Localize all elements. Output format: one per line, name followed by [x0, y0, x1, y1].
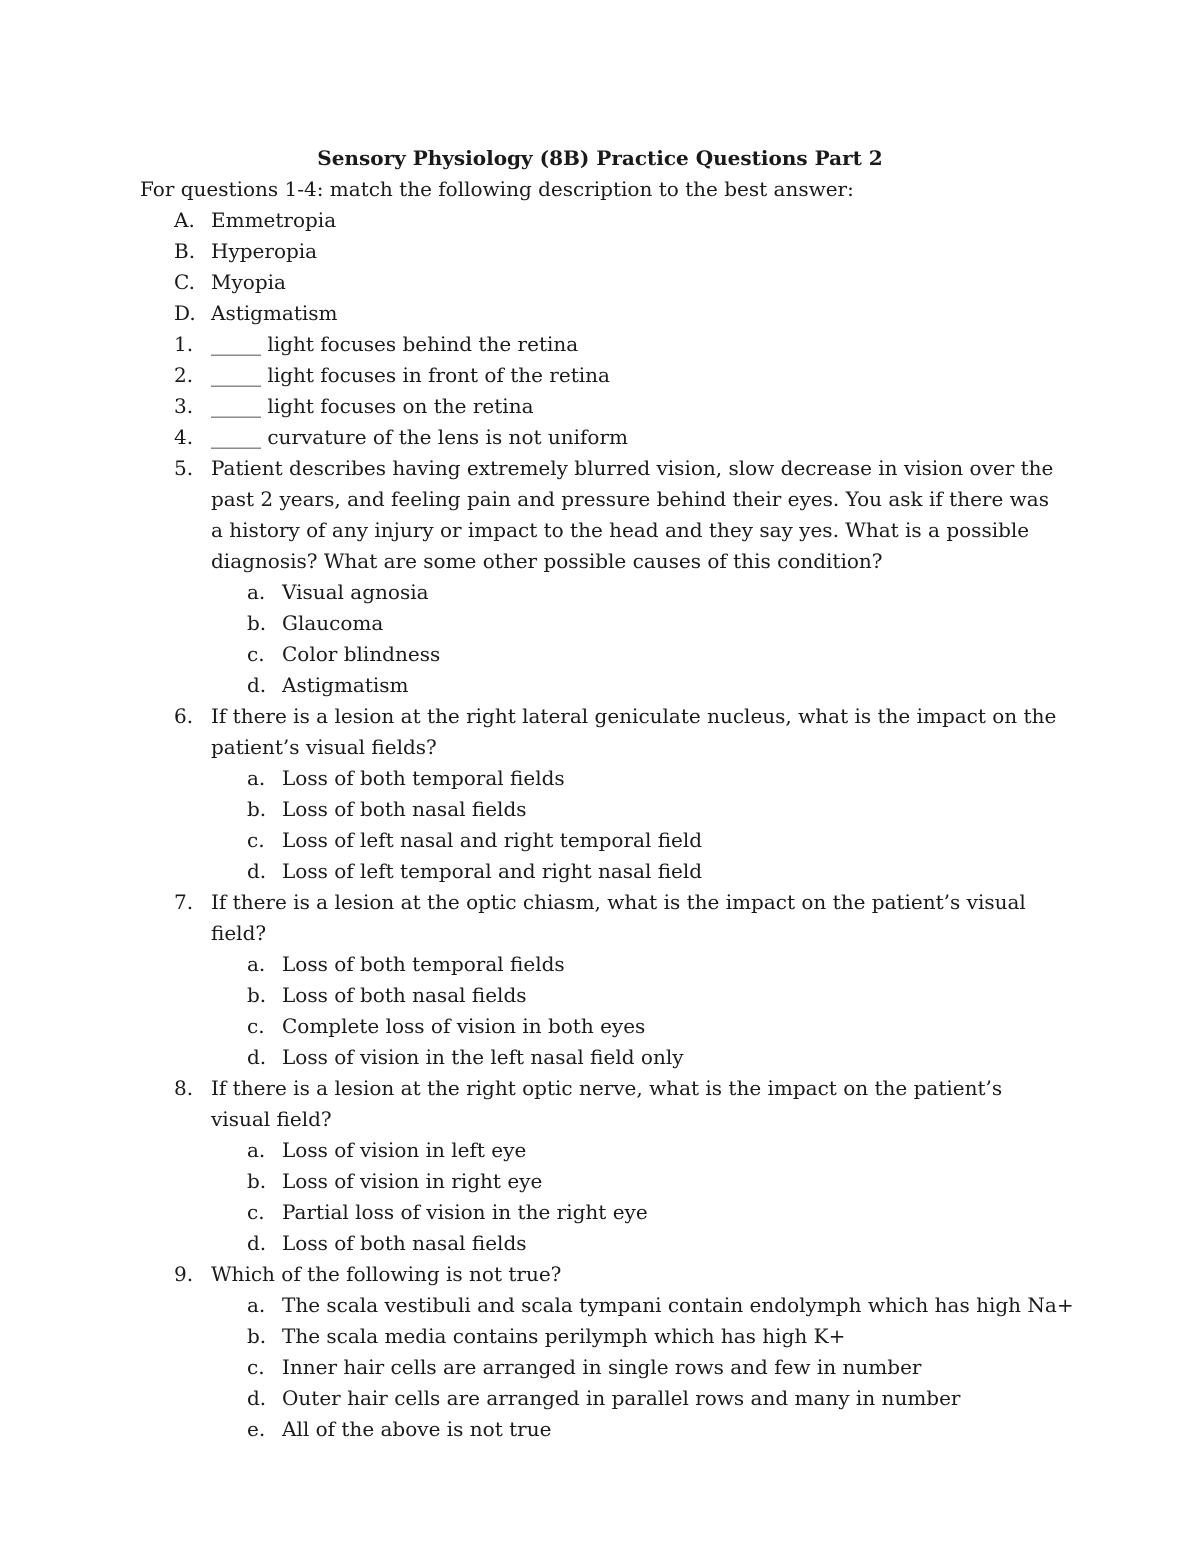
question-option-text: Astigmatism [282, 673, 409, 697]
matching-item-text: _____ light focuses in front of the retina [211, 363, 610, 387]
answer-choice [0, 236, 1200, 267]
question-option [0, 577, 1200, 608]
question-text: If there is a lesion at the right optic nerve, what is the impact on the patient’s visual field? [211, 1076, 1003, 1131]
question-option-marker: c. [247, 1355, 265, 1379]
question-option-text: Complete loss of vision in both eyes [282, 1014, 646, 1038]
question-option [0, 1011, 1200, 1042]
question-option-marker: c. [247, 828, 265, 852]
question-option-text: Partial loss of vision in the right eye [282, 1200, 648, 1224]
question-option-text: Loss of both nasal fields [282, 797, 527, 821]
question-option-text: Loss of both nasal fields [282, 1231, 527, 1255]
matching-item-marker: 4. [174, 425, 194, 449]
question-option-text: Glaucoma [282, 611, 384, 635]
question-option-marker: a. [247, 766, 266, 790]
question-option-marker: c. [247, 1014, 265, 1038]
matching-item-marker: 3. [174, 394, 194, 418]
question [0, 453, 1200, 577]
question-option-text: The scala media contains perilymph which has high K+ [282, 1324, 846, 1348]
question-option [0, 1228, 1200, 1259]
question-marker: 6. [174, 704, 194, 728]
question-option-text: Loss of vision in the left nasal field only [282, 1045, 684, 1069]
intro-text: For questions 1-4: match the following description to the best answer: [140, 177, 854, 201]
question-list [0, 205, 1200, 1445]
question [0, 1259, 1200, 1290]
question-option-marker: d. [247, 673, 267, 697]
question-option [0, 794, 1200, 825]
question-option-marker: c. [247, 1200, 265, 1224]
question-option-text: The scala vestibuli and scala tympani contain endolymph which has high Na+ [282, 1293, 1074, 1317]
question-marker: 5. [174, 456, 194, 480]
page-title: Sensory Physiology (8B) Practice Questions Part 2 [317, 146, 883, 170]
question-option [0, 1166, 1200, 1197]
matching-item [0, 360, 1200, 391]
question-option-marker: a. [247, 1138, 266, 1162]
question-option [0, 1290, 1200, 1321]
question-option-marker: d. [247, 1386, 267, 1410]
question-option-text: Loss of both nasal fields [282, 983, 527, 1007]
answer-choice-marker: A. [174, 208, 195, 232]
question-option-text: Loss of both temporal fields [282, 766, 565, 790]
question-option-text: Loss of vision in right eye [282, 1169, 543, 1193]
question-option [0, 1042, 1200, 1073]
matching-item-marker: 2. [174, 363, 194, 387]
question-option-text: Outer hair cells are arranged in parallel rows and many in number [282, 1386, 961, 1410]
question-option [0, 1383, 1200, 1414]
question [0, 1073, 1200, 1135]
question-option [0, 1197, 1200, 1228]
question-option [0, 670, 1200, 701]
question-option-marker: d. [247, 1231, 267, 1255]
question-option [0, 1321, 1200, 1352]
answer-choice-text: Hyperopia [211, 239, 318, 263]
matching-item [0, 329, 1200, 360]
question-option-marker: b. [247, 1169, 267, 1193]
question-option-marker: d. [247, 859, 267, 883]
question-text: Patient describes having extremely blurred vision, slow decrease in vision over the past 2 years, and feeling pain and pressure behind their eyes. You ask if there was a history of any injury or impact to the head and they say yes. What is a possible diagnosis? What are some other possible causes of this condition? [211, 456, 1054, 573]
matching-item [0, 391, 1200, 422]
question-marker: 7. [174, 890, 194, 914]
question-option-text: Loss of both temporal fields [282, 952, 565, 976]
question-option-text: Color blindness [282, 642, 441, 666]
question [0, 887, 1200, 949]
question [0, 701, 1200, 763]
answer-choice [0, 298, 1200, 329]
question-text: If there is a lesion at the right lateral geniculate nucleus, what is the impact on the patient’s visual fields? [211, 704, 1057, 759]
answer-choice-marker: D. [174, 301, 196, 325]
question-option-marker: a. [247, 1293, 266, 1317]
question-option [0, 1135, 1200, 1166]
matching-item-text: _____ light focuses behind the retina [211, 332, 579, 356]
question-option [0, 949, 1200, 980]
question-option-marker: a. [247, 952, 266, 976]
question-option-marker: a. [247, 580, 266, 604]
answer-choice-marker: B. [174, 239, 196, 263]
matching-item [0, 422, 1200, 453]
question-option [0, 639, 1200, 670]
matching-item-text: _____ light focuses on the retina [211, 394, 534, 418]
question-option-marker: b. [247, 797, 267, 821]
answer-choice-marker: C. [174, 270, 195, 294]
matching-item-marker: 1. [174, 332, 194, 356]
question-option-marker: e. [247, 1417, 266, 1441]
question-option-text: Loss of left nasal and right temporal field [282, 828, 703, 852]
answer-choice-text: Myopia [211, 270, 286, 294]
question-option-marker: c. [247, 642, 265, 666]
question-option [0, 1352, 1200, 1383]
answer-choice-text: Emmetropia [211, 208, 337, 232]
question-option-text: All of the above is not true [282, 1417, 552, 1441]
question-option-text: Loss of vision in left eye [282, 1138, 527, 1162]
question-option-marker: b. [247, 983, 267, 1007]
question-option [0, 1414, 1200, 1445]
question-option [0, 825, 1200, 856]
answer-choice [0, 267, 1200, 298]
question-marker: 8. [174, 1076, 194, 1100]
question-option [0, 856, 1200, 887]
question-option [0, 763, 1200, 794]
matching-item-text: _____ curvature of the lens is not uniform [211, 425, 629, 449]
question-option-marker: b. [247, 611, 267, 635]
question-text: If there is a lesion at the optic chiasm, what is the impact on the patient’s visual field? [211, 890, 1026, 945]
question-option-text: Inner hair cells are arranged in single rows and few in number [282, 1355, 922, 1379]
question-option-marker: b. [247, 1324, 267, 1348]
question-option [0, 980, 1200, 1011]
question-option-text: Visual agnosia [282, 580, 429, 604]
question-text: Which of the following is not true? [211, 1262, 562, 1286]
question-option-text: Loss of left temporal and right nasal field [282, 859, 703, 883]
question-marker: 9. [174, 1262, 194, 1286]
question-option-marker: d. [247, 1045, 267, 1069]
answer-choice-text: Astigmatism [211, 301, 338, 325]
question-option [0, 608, 1200, 639]
answer-choice [0, 205, 1200, 236]
